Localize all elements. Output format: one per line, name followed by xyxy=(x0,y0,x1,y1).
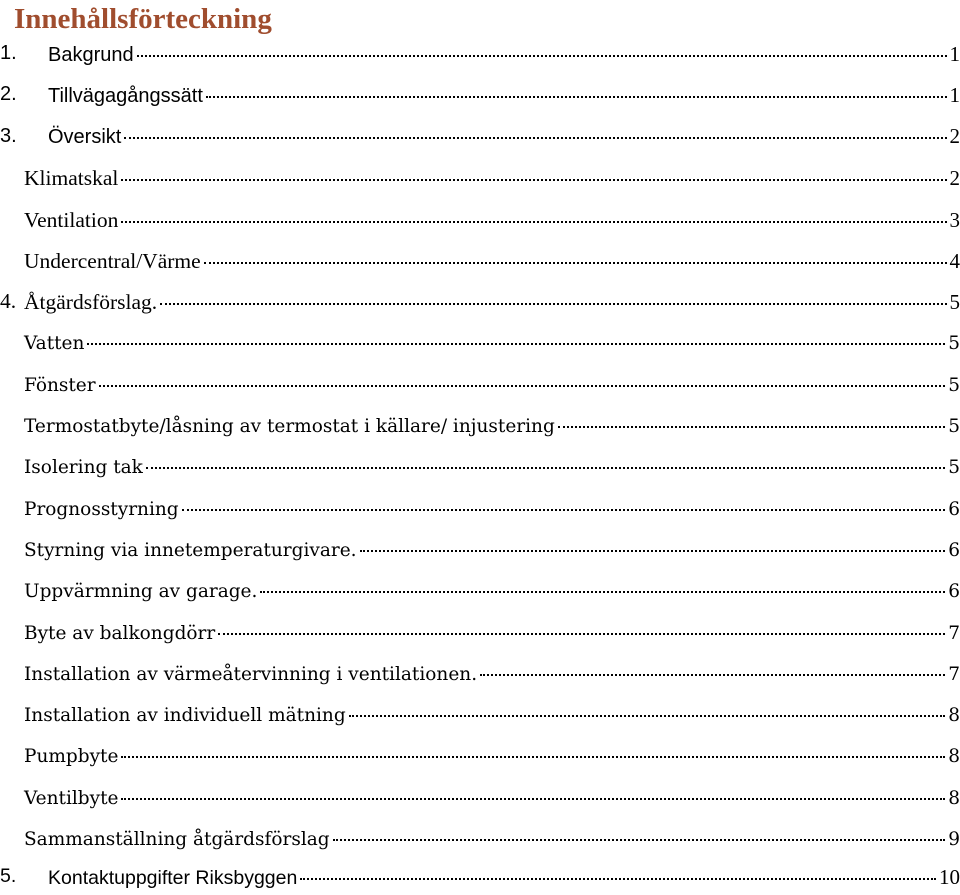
toc-entry-page: 6 xyxy=(948,499,960,520)
toc-entry-uppvarmning-garage[interactable] xyxy=(0,570,960,611)
toc-entry-page: 1 xyxy=(950,83,960,108)
dot-leader xyxy=(331,827,948,846)
toc-entry-styrning-innetemperaturgivare[interactable] xyxy=(0,529,960,570)
dot-leader xyxy=(85,331,947,350)
toc-entry-page: 6 xyxy=(948,540,960,561)
toc-entry-label: Undercentral/Värme xyxy=(24,249,201,274)
toc-entry-label: Åtgärdsförslag. xyxy=(24,290,157,315)
toc-entry-label: Installation av individuell mätning xyxy=(24,705,346,726)
dot-leader xyxy=(478,661,947,680)
dot-leader xyxy=(97,372,948,391)
toc-entry-page: 8 xyxy=(948,705,960,726)
toc-entry-number: 4. xyxy=(0,289,16,314)
toc-entry-vatten[interactable] xyxy=(0,322,960,363)
toc-entry-page: 6 xyxy=(948,581,960,602)
toc-entry-number: 1. xyxy=(0,42,17,65)
toc-entry-prognosstyrning[interactable] xyxy=(0,487,960,528)
toc-entry-byte-balkongdorr[interactable] xyxy=(0,611,960,652)
toc-entry-label: Vatten xyxy=(24,333,84,354)
toc-entry-label: Isolering tak xyxy=(24,457,143,478)
toc-entry-label: Fönster xyxy=(24,375,96,396)
toc-entry-page: 9 xyxy=(948,829,960,850)
toc-entry-tillvagagangssatt[interactable] xyxy=(0,74,960,115)
toc-entry-page: 5 xyxy=(948,333,960,354)
toc-entry-label: Tillvägagångssätt xyxy=(48,85,203,108)
toc-entry-page: 7 xyxy=(948,623,960,644)
toc-entry-page: 10 xyxy=(939,865,960,890)
toc-entry-termostatbyte[interactable] xyxy=(0,405,960,446)
toc-entry-undercentral[interactable] xyxy=(0,239,960,280)
toc-entry-number: 2. xyxy=(0,83,17,106)
dot-leader xyxy=(122,123,948,143)
toc-entry-page: 4 xyxy=(950,249,960,274)
toc-entry-page: 2 xyxy=(950,166,960,191)
toc-entry-label: Sammanställning åtgärdsförslag xyxy=(24,829,330,850)
toc-entry-bakgrund[interactable] xyxy=(0,33,960,74)
toc-entry-page: 5 xyxy=(948,375,960,396)
dot-leader xyxy=(144,455,947,474)
toc-entry-number: 5. xyxy=(0,865,16,888)
dot-leader xyxy=(347,703,948,722)
dot-leader xyxy=(158,288,948,310)
dot-leader xyxy=(204,82,949,102)
toc-entry-page: 8 xyxy=(948,746,960,767)
toc-entry-page: 1 xyxy=(950,42,960,67)
dot-leader xyxy=(119,744,947,763)
dot-leader xyxy=(202,246,949,268)
dot-leader xyxy=(358,537,948,556)
dot-leader xyxy=(180,496,948,515)
toc-entry-ventilation[interactable] xyxy=(0,198,960,239)
toc-entry-kontaktuppgifter[interactable] xyxy=(0,859,960,895)
dot-leader xyxy=(135,41,949,61)
toc-entry-label: Pumpbyte xyxy=(24,746,118,767)
toc-entry-page: 3 xyxy=(950,208,960,233)
dot-leader xyxy=(119,164,948,186)
toc-entry-label: Uppvärmning av garage. xyxy=(24,581,257,602)
toc-entry-page: 7 xyxy=(948,664,960,685)
toc-entry-page: 2 xyxy=(950,124,960,149)
toc-entry-sammanstallning[interactable] xyxy=(0,818,960,859)
toc-entry-ventilbyte[interactable] xyxy=(0,776,960,817)
toc-entry-page: 5 xyxy=(948,457,960,478)
toc-entry-fonster[interactable] xyxy=(0,363,960,404)
toc-entry-label: Bakgrund xyxy=(48,44,134,67)
dot-leader xyxy=(119,205,948,227)
toc-entry-label: Ventilbyte xyxy=(24,788,118,809)
toc-entry-label: Översikt xyxy=(48,126,121,149)
toc-entry-label: Kontaktuppgifter Riksbyggen xyxy=(48,867,297,890)
toc-entry-klimatskal[interactable] xyxy=(0,157,960,198)
toc-entry-label: Byte av balkongdörr xyxy=(24,623,215,644)
toc-entry-label: Termostatbyte/låsning av termostat i källare/ injustering xyxy=(24,416,555,437)
toc-entry-isolering-tak[interactable] xyxy=(0,446,960,487)
toc-entry-varmeatervinning[interactable] xyxy=(0,652,960,693)
toc-entry-atgardsforslag[interactable] xyxy=(0,281,960,322)
toc-entry-oversikt[interactable] xyxy=(0,116,960,157)
toc-title: Innehållsförteckning xyxy=(14,0,272,38)
toc-entry-page: 8 xyxy=(948,788,960,809)
dot-leader xyxy=(119,785,947,804)
table-of-contents xyxy=(0,33,960,895)
toc-entry-page: 5 xyxy=(948,416,960,437)
toc-entry-label: Styrning via innetemperaturgivare. xyxy=(24,540,357,561)
toc-entry-page: 5 xyxy=(950,290,960,315)
dot-leader xyxy=(298,864,938,884)
toc-entry-number: 3. xyxy=(0,125,17,148)
dot-leader xyxy=(258,579,947,598)
toc-entry-label: Klimatskal xyxy=(24,166,118,191)
toc-entry-label: Prognosstyrning xyxy=(24,499,179,520)
toc-entry-label: Ventilation xyxy=(24,208,118,233)
dot-leader xyxy=(556,414,947,433)
toc-entry-pumpbyte[interactable] xyxy=(0,735,960,776)
dot-leader xyxy=(216,620,947,639)
toc-entry-individuell-matning[interactable] xyxy=(0,694,960,735)
toc-entry-label: Installation av värmeåtervinning i ventilationen. xyxy=(24,664,477,685)
